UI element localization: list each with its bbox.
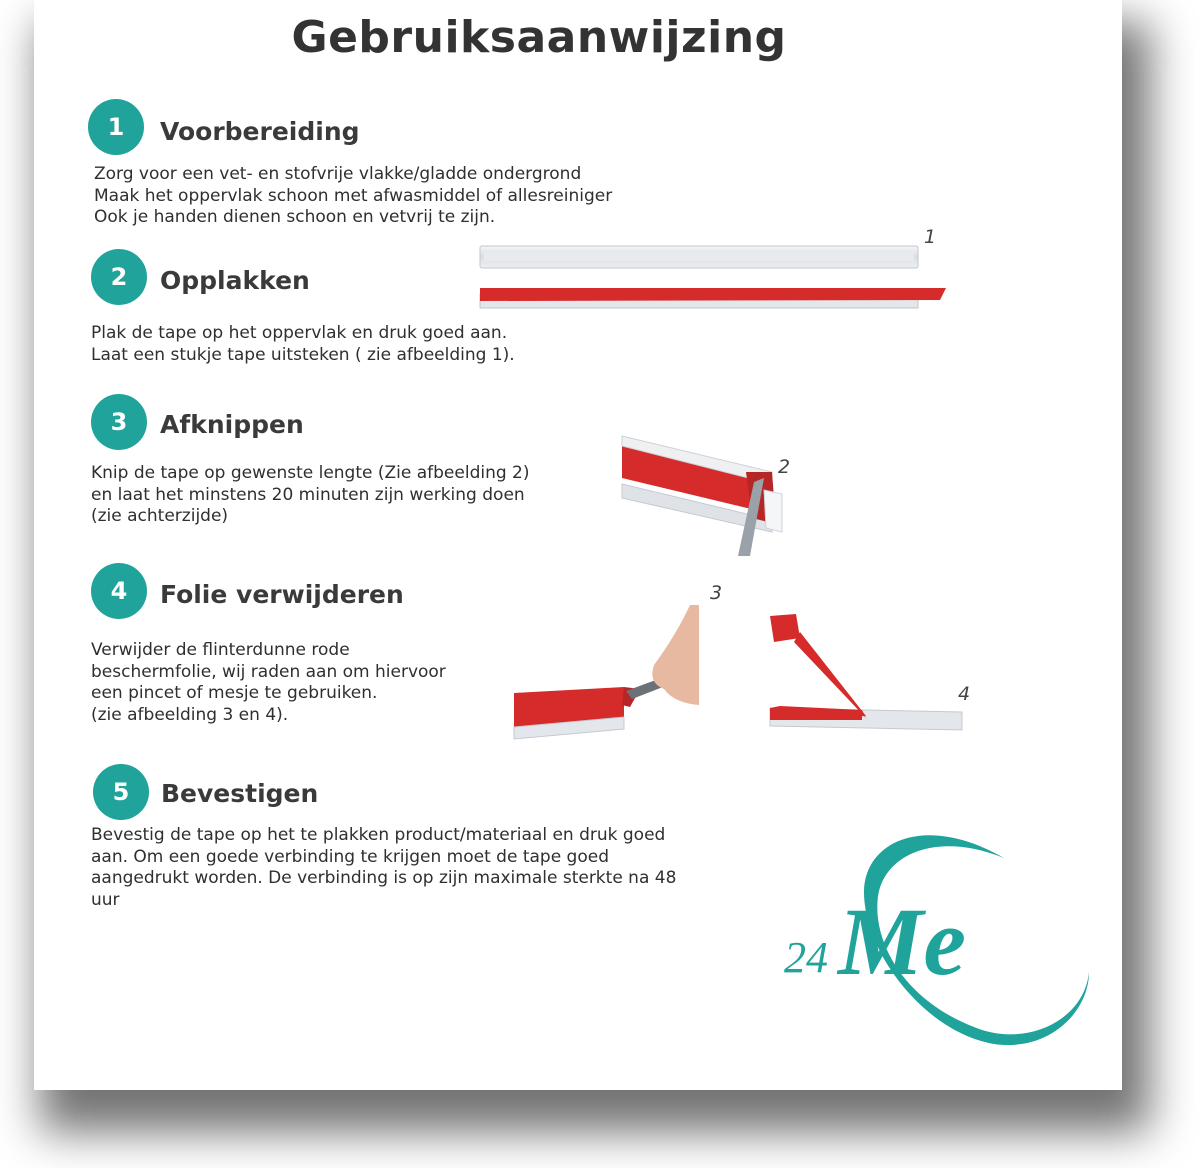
red-liner-strip: [480, 288, 946, 301]
step-3-line: en laat het minstens 20 minuten zijn werking doen: [91, 484, 525, 505]
figure-3-label: 3: [710, 582, 723, 604]
step-5-line: uur: [91, 889, 120, 910]
logo-number: 24: [784, 933, 828, 982]
red-liner-peeled: [770, 632, 866, 720]
figure-4-lift-liner: [770, 612, 965, 737]
page-title: Gebruiksaanwijzing: [291, 12, 787, 63]
step-1-line: Maak het oppervlak schoon met afwasmiddel of allesreiniger: [94, 185, 613, 206]
step-1-text: [94, 164, 612, 229]
step-3-text: [91, 463, 530, 528]
step-5-line: Bevestig de tape op het te plakken product/materiaal en druk goed: [91, 825, 666, 845]
step-5-line: aan. Om een goede verbinding te krijgen moet de tape goed: [91, 846, 610, 867]
step-2-line: Plak de tape op het oppervlak en druk goed aan.: [91, 323, 508, 343]
step-5-heading: Bevestigen: [161, 779, 319, 808]
step-5-line: aangedrukt worden. De verbinding is op zijn maximale sterkte na 48: [91, 868, 677, 888]
figure-1-tape-strips: [478, 240, 948, 315]
step-4-line: (zie afbeelding 3 en 4).: [91, 704, 289, 725]
brand-logo: [774, 822, 1094, 1057]
logo-letters: Me: [838, 888, 966, 995]
step-3-badge: 3: [91, 394, 147, 450]
step-4-line: beschermfolie, wij raden aan om hiervoor: [91, 661, 446, 682]
figure-2-cut-tape: [622, 432, 822, 562]
step-1-line: Zorg voor een vet- en stofvrije vlakke/gladde ondergrond: [94, 164, 582, 184]
hand-image: [652, 605, 699, 705]
step-2-badge: 2: [91, 249, 147, 305]
step-2-text: [91, 323, 515, 366]
figure-3-peel-with-knife: [514, 605, 699, 740]
step-4-line: Verwijder de flinterdunne rode: [91, 640, 350, 660]
instruction-sheet: [34, 0, 1122, 1090]
step-2-line: Laat een stukje tape uitsteken ( zie afbeelding 1).: [91, 344, 515, 365]
figure-2-label: 2: [778, 456, 791, 478]
step-2-heading: Opplakken: [160, 266, 310, 295]
figure-4-label: 4: [958, 683, 971, 705]
liner-pull-tab: [770, 614, 800, 642]
step-4-line: een pincet of mesje te gebruiken.: [91, 683, 378, 703]
figure-1-label: 1: [924, 226, 937, 248]
step-1-heading: Voorbereiding: [160, 117, 360, 146]
step-3-heading: Afknippen: [160, 410, 304, 439]
step-5-text: [91, 825, 676, 911]
step-1-badge: 1: [88, 99, 144, 155]
step-5-badge: 5: [93, 764, 149, 820]
clear-tape-inner: [484, 252, 914, 261]
step-4-badge: 4: [91, 563, 147, 619]
step-1-line: Ook je handen dienen schoon en vetvrij te zijn.: [94, 207, 496, 227]
step-4-text: [91, 640, 446, 726]
step-4-heading: Folie verwijderen: [160, 580, 404, 609]
step-3-line: Knip de tape op gewenste lengte (Zie afbeelding 2): [91, 463, 530, 483]
liner-tab: [764, 490, 782, 532]
step-3-line: (zie achterzijde): [91, 506, 229, 526]
